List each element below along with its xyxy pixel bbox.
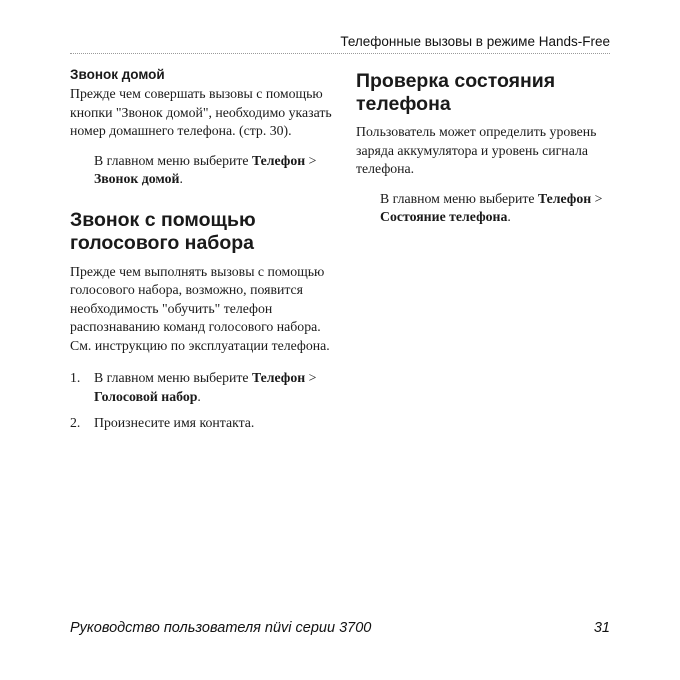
home-call-body: Прежде чем совершать вызовы с помощью кнопки "Звонок домой", необходимо указать номер домашнего телефона. (стр. 30). (70, 86, 332, 138)
instruction-separator: > (591, 190, 603, 206)
home-call-instruction (70, 152, 332, 189)
voice-dial-heading: Звонок с помощью голосового набора (70, 208, 256, 254)
instruction-end: . (179, 171, 183, 186)
step-number: 1. (70, 370, 81, 385)
step-2 (70, 414, 332, 433)
instruction-prefix: В главном меню выберите (94, 152, 252, 168)
menu-item-phone-status: Состояние телефона (380, 209, 508, 224)
menu-item-phone: Телефон (537, 190, 592, 206)
menu-item-phone: Телефон (251, 370, 306, 385)
voice-dial-body: Прежде чем выполнять вызовы с помощью голосового набора, возможно, появится необходимость "обучить" телефон распознаванию команд голосового набора. См. инструкцию по эксплуатации телефона. (70, 263, 330, 353)
instruction-end: . (507, 209, 511, 224)
menu-item-voice-dial: Голосовой набор (94, 388, 198, 404)
phone-status-instruction (356, 190, 612, 227)
step-prefix: В главном меню выберите (94, 370, 252, 385)
menu-item-phone: Телефон (251, 152, 306, 168)
page-number: 31 (593, 620, 610, 636)
step-end: . (197, 388, 201, 404)
manual-title: Руководство пользователя nüvi серии 3700 (70, 620, 372, 636)
running-head: Телефонные вызовы в режиме Hands-Free (340, 34, 610, 49)
phone-status-heading: Проверка состояния телефона (356, 70, 556, 115)
step-separator: > (305, 370, 317, 385)
step-text: Произнесите имя контакта. (94, 415, 255, 430)
voice-dial-steps (70, 369, 332, 433)
instruction-prefix: В главном меню выберите (380, 190, 538, 206)
right-column (356, 66, 612, 227)
header-divider (70, 53, 610, 54)
left-column (70, 66, 332, 433)
menu-item-home-call: Звонок домой (94, 171, 180, 186)
home-call-heading: Звонок домой (70, 67, 165, 82)
step-1 (70, 369, 332, 406)
instruction-separator: > (305, 152, 317, 168)
phone-status-body: Пользователь может определить уровень заряда аккумулятора и уровень сигнала телефона. (356, 124, 597, 176)
step-number: 2. (70, 415, 81, 430)
